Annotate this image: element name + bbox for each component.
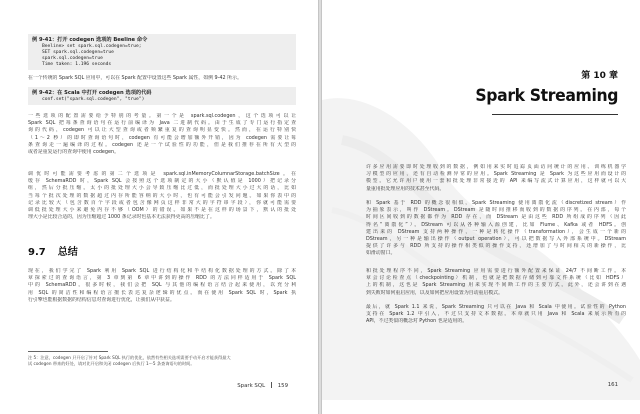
paragraph bbox=[28, 75, 296, 82]
paragraph-codegen bbox=[28, 113, 296, 156]
code-listing-9-42 bbox=[28, 87, 296, 105]
text-line: 调优时可能需要考虑的第二个选项是 spark.sql.inMemoryColumnarStorage.batchSize。在 bbox=[28, 171, 296, 177]
footer-separator bbox=[271, 382, 272, 388]
code-line: Time taken: 1.196 seconds bbox=[42, 62, 112, 67]
right-page bbox=[322, 0, 640, 414]
text-line: 调低批处理大小来避免内存不够（OOM）的错误。如果不是在这样的场景下，默认的批处 bbox=[28, 207, 296, 214]
section-title: 总结 bbox=[57, 247, 78, 258]
footnote bbox=[28, 355, 296, 367]
paragraph-intro bbox=[366, 164, 626, 193]
text-line: （1～2 秒）的即时查询语句时，codegen 有可能会增加额外开销，因为 codegen 需要让每 bbox=[28, 134, 296, 141]
text-line: 上的机制，这也是 Spark Streaming 用来实现不间断工作的主要方式。此外，还会讲到在遇 bbox=[366, 282, 626, 289]
footnote-line: 注 5：注意，codegen 只开启了针对 Spark SQL 执行的优化，依然有些相关选项需要手动开启才能获得最大 bbox=[28, 355, 231, 360]
chapter-label: 第 10 章 bbox=[581, 71, 618, 81]
text-line: 和 Spark 基于 RDD 的概念很相似，Spark Streaming 使用离散化流（discretized stream）作 bbox=[366, 200, 626, 206]
text-line: 现在，我们学完了 Spark 利用 Spark SQL 进行结构化和半结构化数据处理的方式。除了本 bbox=[28, 268, 296, 274]
code-line: SET spark.sql.codegen=true bbox=[42, 50, 114, 55]
text-line: 询的代码，codegen 可以让大型查询或者频繁重复的查询明显变快。然而，在运行特别快 bbox=[28, 127, 296, 134]
text-line: 到失败时如何重启应用，以及如何把应用设置为自动重启模式。 bbox=[366, 289, 503, 296]
code-line: spark.sql.codegen=true bbox=[42, 56, 103, 61]
paragraph-summary bbox=[28, 268, 296, 304]
text-line: 条查询走一遍编译的过程。codegen 还是一个试验性的功能，但是我们推荐在所有大型的 bbox=[28, 141, 296, 148]
text-line: 在一个传统的 Spark SQL 应用中，可以在 Spark 配置中设置这些 Spark 属性，如例 9-42 所示。 bbox=[28, 75, 242, 81]
code-line: Beeline> set spark.sql.codegen=true; bbox=[42, 44, 142, 49]
text-line: 记录比较大（包含数百个字段或者包含像网页这样非常大的字符串字段），你就可能需要 bbox=[28, 199, 296, 206]
footnote-divider bbox=[28, 351, 108, 352]
text-line: 建出来的 DStream 支持两种操作，一种是转化操作（transformation），会生成一个新的 bbox=[366, 228, 626, 235]
page-number: 159 bbox=[277, 383, 288, 389]
text-line: 中的 SchemaRDD。很多时候，我们会把 SQL 与其他的编程语言结合起来使用，以充分利 bbox=[28, 282, 296, 289]
chapter-title-rule bbox=[492, 114, 618, 115]
text-line: API，不过类似的概念对 Python 也是适用的。 bbox=[366, 318, 468, 325]
paragraph-checkpointing bbox=[366, 268, 626, 297]
text-line: 或者是重复运行的查询中使用 codegen。 bbox=[28, 149, 120, 156]
text-line: 提供了许多与 RDD 所支持的操作相类似的操作支持，还增加了与时间相关的新操作，比 bbox=[366, 243, 626, 250]
paragraph-batchsize bbox=[28, 171, 296, 221]
text-line: 许多应用需要即时处理收到的数据，例如用来实时追踪页面访问统计的应用、训练机器学 bbox=[366, 164, 626, 170]
text-line: 当每个批次处理的数据超过内存所能容纳的大小时，也有可能会引发问题。如果你表中的 bbox=[28, 192, 296, 199]
text-line: 模型。它允许用户使用一套和批处理非常接近的 API 来编写流式计算应用，这样就可以大 bbox=[366, 178, 626, 185]
text-line: 最后，就 Spark 1.1 来说，Spark Streaming 只可以在 Java 和 Scala 中使用。试验性的 Python bbox=[366, 304, 626, 310]
text-line: 时间区间收到的数据都作为 RDD 存在，而 DStream 是由这些 RDD 所组成的序列（因此 bbox=[366, 214, 626, 221]
text-line: 如滑动窗口。 bbox=[366, 250, 396, 257]
text-line: 缓存 SchemaRDD 时，Spark SQL 会按照这个选项制定的大小（默认值是 1000）把记录分 bbox=[28, 178, 296, 185]
text-line: 和批处理程序不同，Spark Streaming 应用需要进行额外配置来保证 24/7 不间断工作。本 bbox=[366, 268, 626, 274]
text-line: 一些选项的配置需要给予特别的考量。第一个是 spark.sql.codegen，这个选项可以让 bbox=[28, 113, 296, 119]
text-line: 组，然后分批压缩。太小的批处理大小会导致压缩比过低，而批处理大小过大的话，比如 bbox=[28, 185, 296, 192]
chapter-title: Spark Streaming bbox=[475, 86, 618, 106]
running-footer bbox=[237, 382, 288, 389]
section-heading bbox=[28, 243, 90, 258]
text-line: 量重用批处理应用的技术甚至代码。 bbox=[366, 185, 445, 192]
text-line: 章探索过的查询语言，第 3 章到第 6 章中讲到的操作 RDD 的方法同样适用于 Spark SQL bbox=[28, 275, 296, 282]
code-listing-9-41 bbox=[28, 34, 296, 70]
footnote-line: 试 codegen 带来的好处，请对比开启和关闭 codegen 后执行 1～5 条查询语句的时间。 bbox=[28, 361, 195, 366]
text-line: Spark SQL 把每条查询语句在运行前编译为 Java 二进制代码。由于生成了专门运行指定查 bbox=[28, 120, 296, 127]
text-line: 为抽象表示，叫作 DStream。DStream 是随时间推移而收到的数据的序列。在内部，每个 bbox=[366, 207, 626, 214]
text-line: 行引擎也能根据数据的结构信息对查询进行优化，让我们从中获益。 bbox=[28, 296, 175, 303]
paragraph-languages bbox=[366, 304, 626, 326]
page-number: 161 bbox=[607, 382, 618, 388]
listing-title: 例 9-41：打开 codegen 选项的 Beeline 命令 bbox=[32, 37, 148, 43]
text-line: 支持在 Spark 1.2 中引入，不过只支持文本数据。本章就只用 Java 和 Scala 来展示所有的 bbox=[366, 311, 626, 318]
text-line: 用 SQL 的简洁性和编程语言擅长表达复杂逻辑的优点。而在使用 Spark SQL 时，Spark 执 bbox=[28, 289, 296, 296]
text-line: 章会讨论检查点（checkpointing）机制，也就是把数据存储到可靠文件系统（比如 HDFS） bbox=[366, 275, 626, 282]
listing-title: 例 9-42：在 Scala 中打开 codegen 选项的代码 bbox=[32, 90, 152, 96]
footer-section-name: Spark SQL bbox=[237, 383, 266, 389]
code-line: conf.set("spark.sql.codegen", "true") bbox=[42, 97, 145, 102]
left-page bbox=[0, 0, 318, 414]
section-number: 9.7 bbox=[28, 247, 46, 258]
paragraph-dstream bbox=[366, 200, 626, 258]
text-line: 习模型的应用，还有自动检测异常的应用。Spark Streaming 是 Spark 为这些应用而设计的 bbox=[366, 171, 626, 178]
text-line: 理大小是比较合适的，因为压缩超过 1000 条记录时也基本无法获得更高的压缩比了。 bbox=[28, 214, 215, 221]
text-line: DStream，另一种是输出操作（output operation），可以把数据写入外部系统中。DStream bbox=[366, 236, 626, 243]
text-line: 得名“离散化”）。DStream 可以从各种输入源创建，比如 Flume、Kafka 或者 HDFS。创 bbox=[366, 221, 626, 228]
